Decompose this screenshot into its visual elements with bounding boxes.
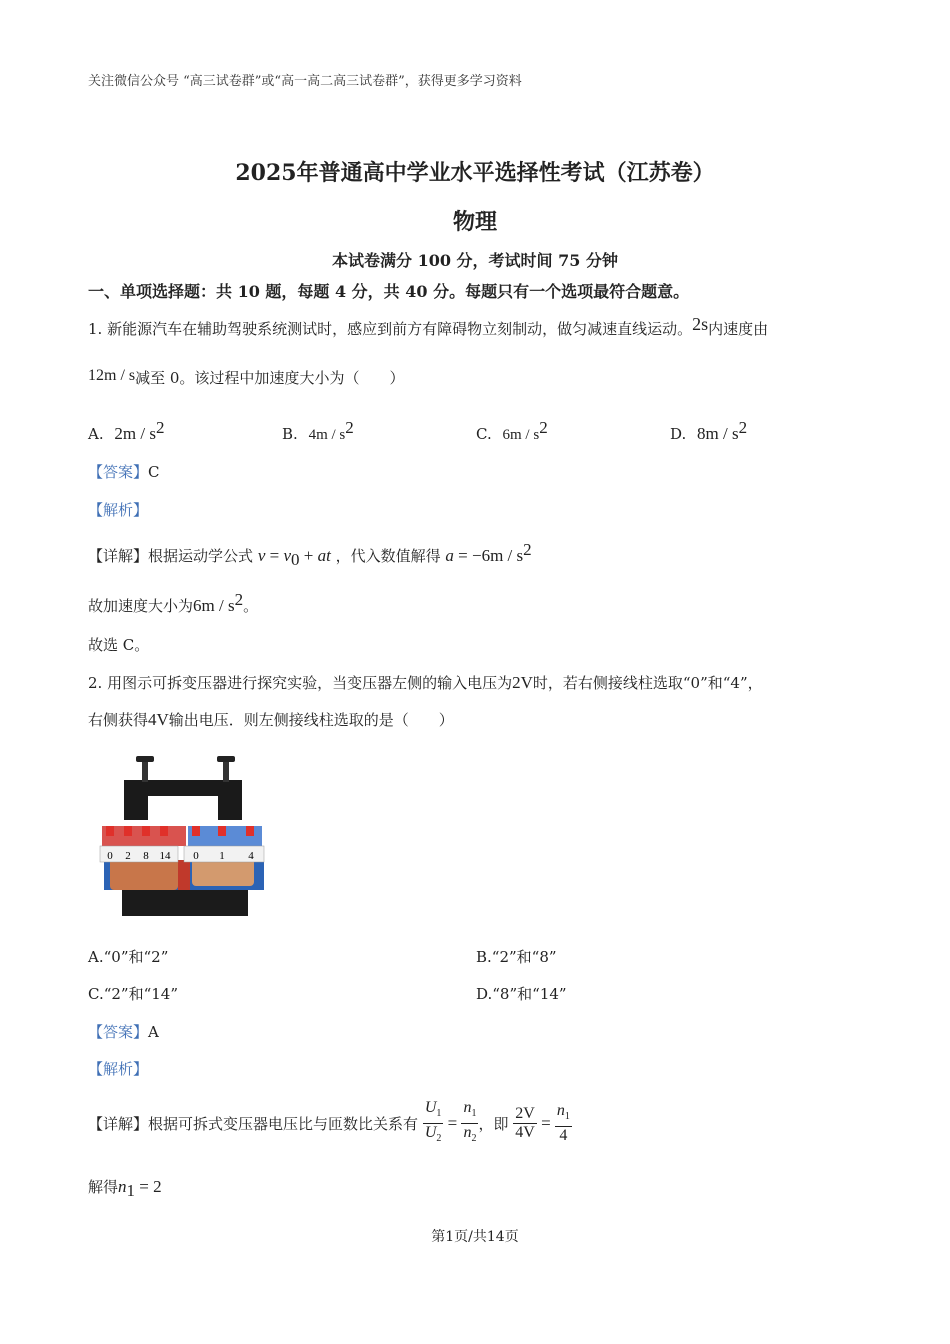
q2-option-c: C.“2”和“14” (88, 985, 179, 1003)
q2-option-d: D.“8”和“14” (476, 985, 567, 1003)
fraction-n1-4: $\frac{n_1}{4}$ (556, 1102, 570, 1145)
right-scale-label: 4 (248, 850, 254, 862)
q1-option-c: C. $6m / s^2$ (476, 418, 548, 443)
fraction-u1-u2: $\frac{U_1}{U_2}$ (424, 1099, 442, 1145)
q1-option-b: B. $4m / s^2$ (282, 418, 354, 443)
right-scale-label: 1 (219, 850, 225, 862)
q1-answer: 【答案】C (88, 463, 160, 481)
q1-choose: 故选 C。 (88, 636, 150, 654)
left-scale-label: 0 (107, 850, 113, 862)
terminal (192, 826, 200, 836)
terminal (218, 826, 226, 836)
left-scale-label: 8 (143, 850, 149, 862)
core-gap (148, 796, 218, 820)
q2-solve: 解得$n_1 = 2$ (88, 1177, 162, 1200)
section-heading: 一、单项选择题：共 10 题，每题 4 分，共 40 分。每题只有一个选项最符合题意。 (88, 282, 690, 301)
terminal (246, 826, 254, 836)
fraction-2v-4v: $\frac{2V}{4V}$ (515, 1105, 535, 1142)
q1-option-d: D. $8m / s^2$ (670, 418, 748, 443)
q1-conclusion: 故加速度大小为$6m / s^2$。 (88, 590, 259, 615)
q1-stem-line2: 12m / s减至 0。该过程中加速度大小为（ ） (88, 367, 405, 387)
left-scale-label: 14 (159, 850, 171, 862)
q2-analysis-label: 【解析】 (88, 1060, 149, 1078)
exam-title: 2025年普通高中学业水平选择性考试（江苏卷） (235, 160, 715, 186)
q2-option-a: A.“0”和“2” (88, 948, 169, 966)
q2-stem-line1: 2. 用图示可拆变压器进行探究实验，当变压器左侧的输入电压为2V时，若右侧接线柱选取“0”和“4”， (88, 673, 763, 692)
left-screw-knob (136, 756, 154, 762)
subject-title: 物理 (452, 209, 497, 235)
q1-stem-line1: 1. 新能源汽车在辅助驾驶系统测试时，感应到前方有障碍物立刻制动，做匀减速直线运动。2s内速度由 (88, 314, 769, 338)
right-screw-knob (217, 756, 235, 762)
terminal (106, 826, 114, 836)
exam-info: 本试卷满分 100 分，考试时间 75 分钟 (332, 251, 618, 270)
transformer-divider (178, 860, 190, 890)
left-scale-label: 2 (125, 850, 131, 862)
q2-answer: 【答案】A (88, 1023, 159, 1041)
terminal (160, 826, 168, 836)
q1-analysis-label: 【解析】 (88, 501, 149, 519)
q1-option-a: A. $2m / s^2$ (88, 418, 165, 443)
transformer-figure (96, 756, 278, 920)
q1-detail: 【详解】根据运动学公式 $v = v_0$ + at ，代入数值解得 $a = -6m / s^2$ (88, 540, 532, 569)
transformer-base (122, 890, 248, 916)
terminal (142, 826, 150, 836)
terminal (124, 826, 132, 836)
q2-option-b: B.“2”和“8” (476, 948, 557, 966)
header-note: 关注微信公众号 “高三试卷群”或“高一高二高三试卷群”，获得更多学习资料 (88, 74, 522, 89)
page-footer: 第1页/共14页 (431, 1229, 519, 1245)
fraction-n1-n2: $\frac{n_1}{n_2}$ (463, 1099, 477, 1145)
right-scale-label: 0 (193, 850, 199, 862)
q2-detail: 【详解】根据可拆式变压器电压比与匝数比关系有 $\frac{U_1}{U_2}$ = $\frac{n_1}{n_2}$ ，即 $\frac{2V}{4V}$ = $\frac{n_1}{4}$ (88, 1099, 572, 1148)
q2-stem-line2: 右侧获得4V输出电压．则左侧接线柱选取的是（ ） (88, 710, 454, 729)
